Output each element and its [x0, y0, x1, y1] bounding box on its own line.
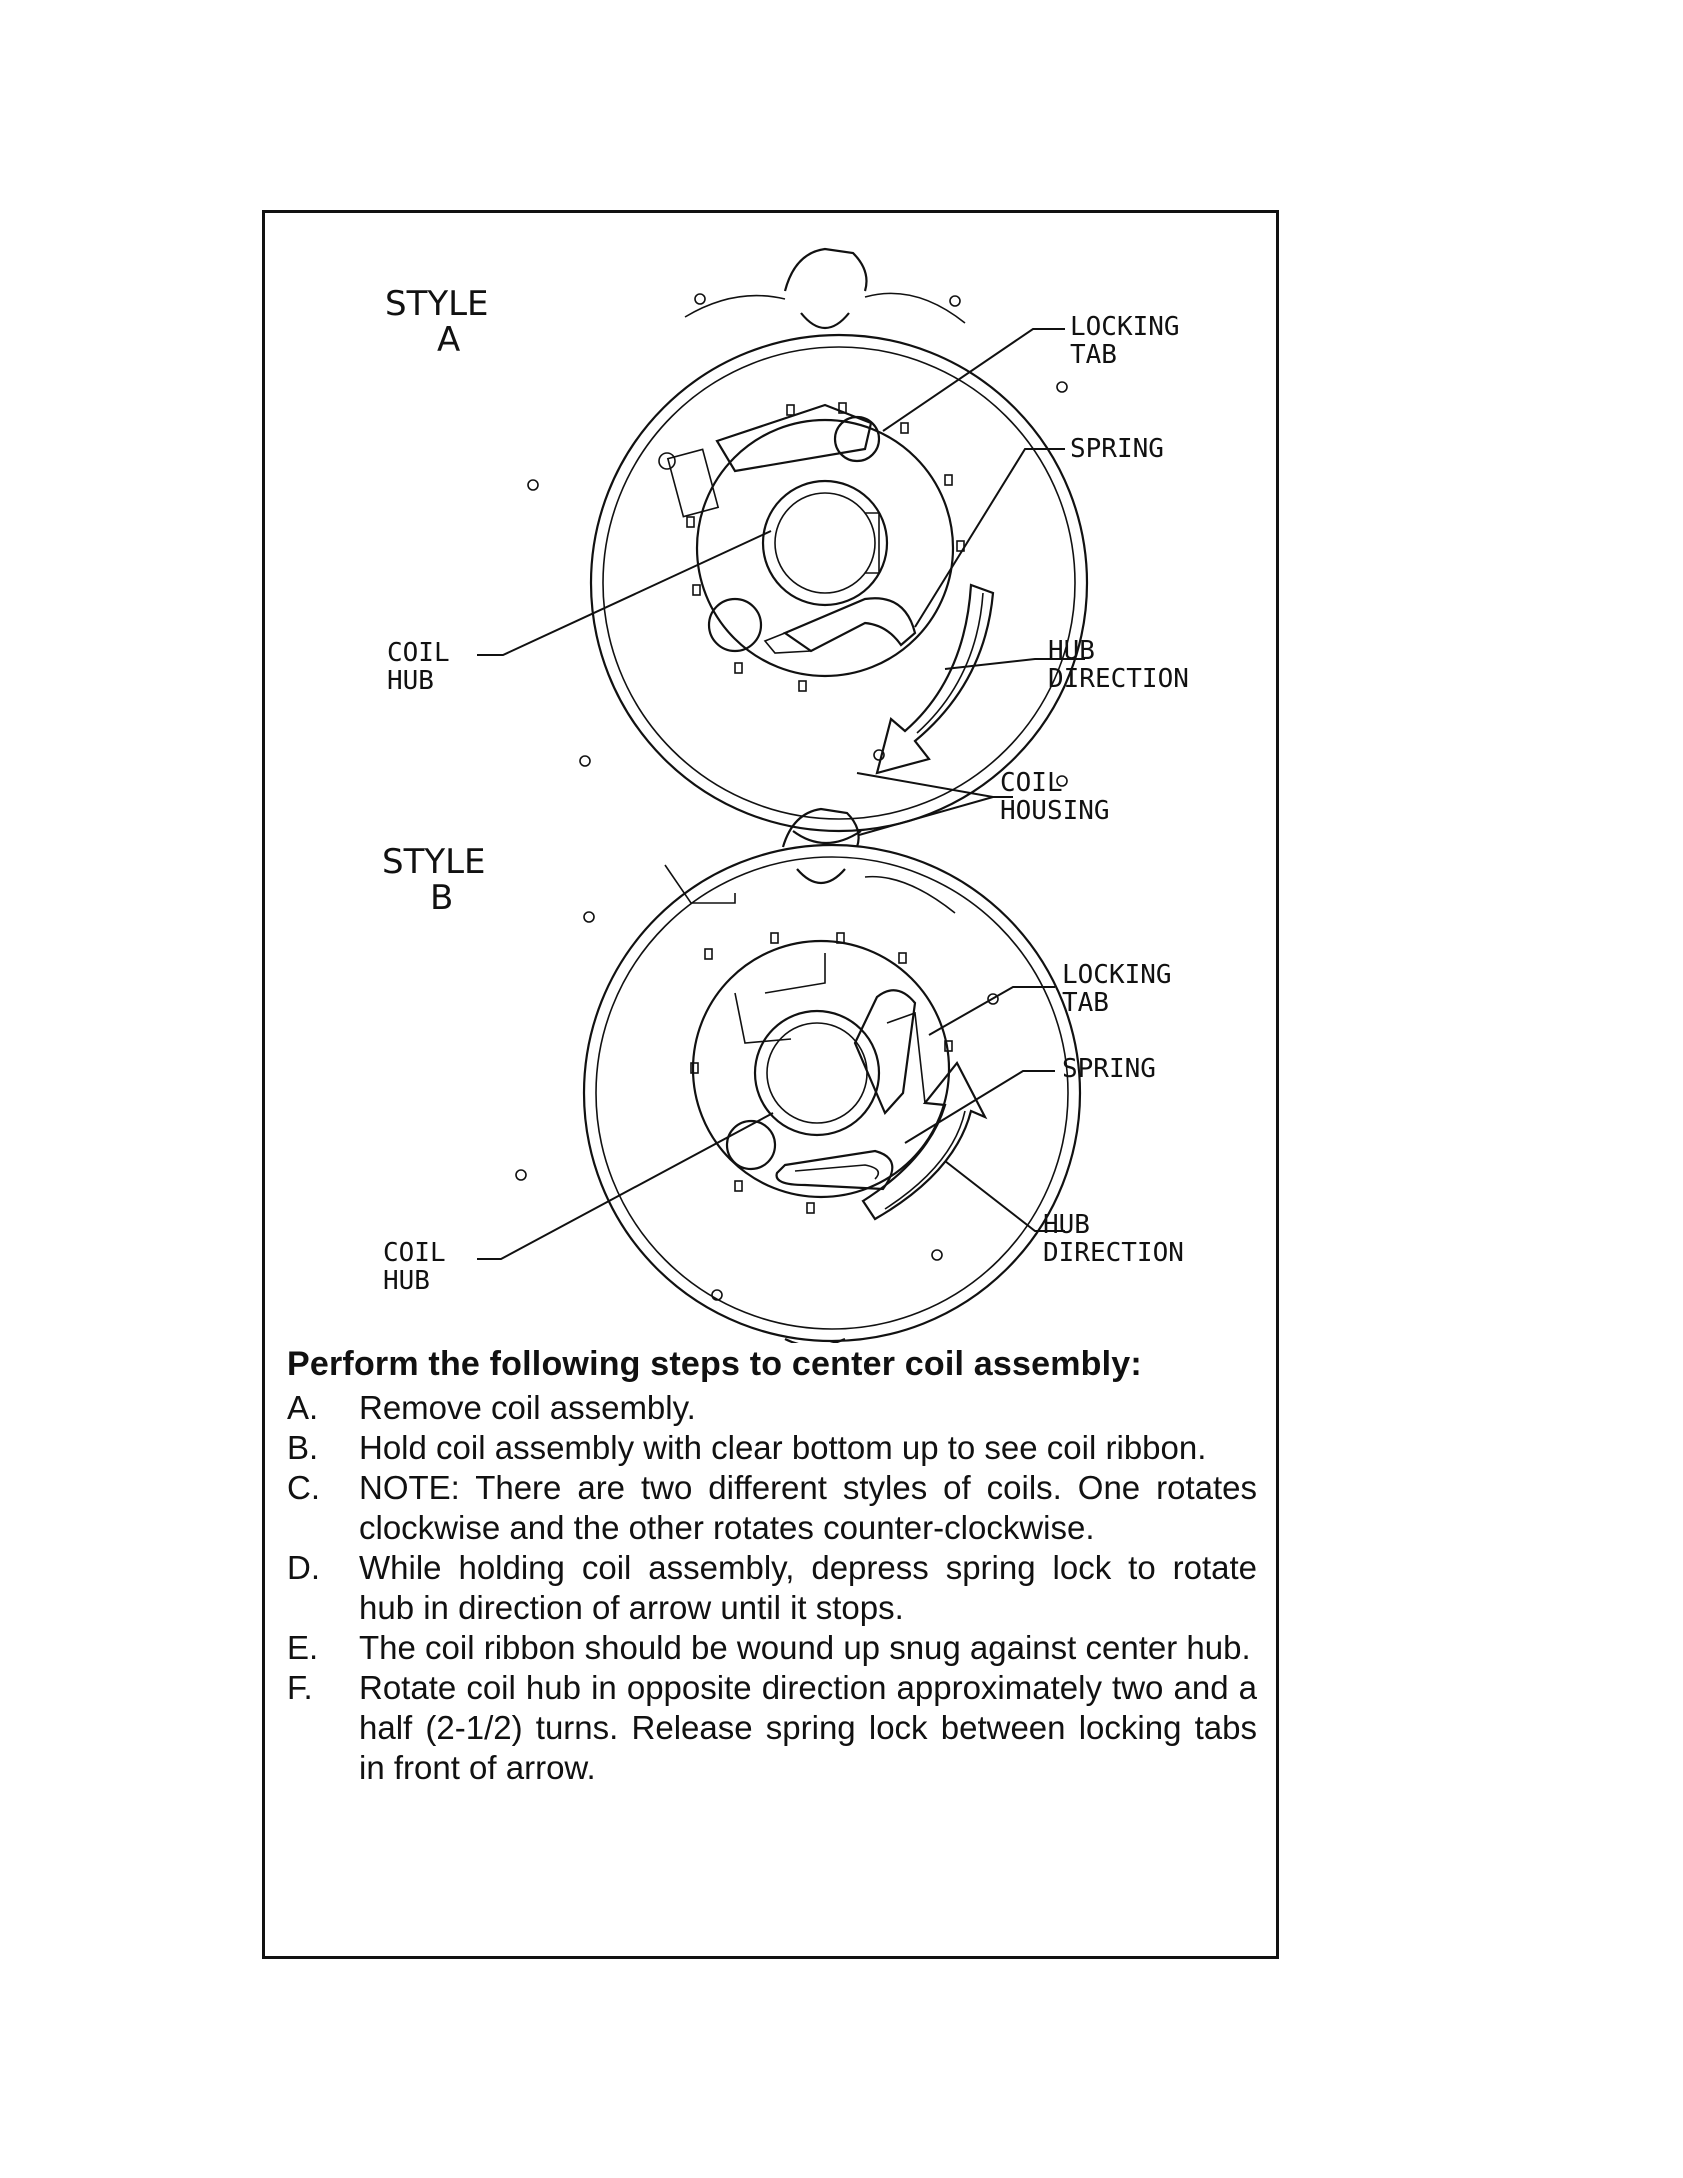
style-b-housing-outer [584, 845, 1080, 1341]
step-letter: D. [287, 1549, 320, 1586]
step-letter: E. [287, 1629, 319, 1666]
style-a-connector [785, 249, 867, 291]
style-a-title-line1: STYLE [385, 284, 489, 324]
step-letter: A. [287, 1389, 319, 1426]
style-a-coil-hub-label-2: HUB [387, 666, 434, 696]
style-b-coil-hub-label-2: HUB [383, 1266, 430, 1296]
style-b-hub-direction-label-2: DIRECTION [1043, 1238, 1184, 1268]
style-b-hub-direction-label-1: HUB [1043, 1210, 1090, 1240]
step-text: The coil ribbon should be wound up snug against center hub. [359, 1629, 1251, 1666]
step-c [287, 1468, 1257, 1548]
step-text: Remove coil assembly. [359, 1389, 696, 1426]
style-b-carrier-teeth [691, 933, 952, 1213]
style-a-carrier-teeth [687, 403, 964, 691]
style-a-lock-bar [717, 405, 871, 471]
style-b-coil [382, 809, 1184, 1343]
style-b-lock-bar [855, 990, 915, 1113]
style-b-rim-dots [516, 912, 998, 1300]
style-a-locking-tab-label-1: LOCKING [1070, 312, 1180, 342]
style-a-coil [385, 249, 1189, 831]
instructions-heading: Perform the following steps to center coil assembly: [287, 1345, 1142, 1383]
step-e [287, 1628, 1257, 1668]
style-a-rim-dots [528, 294, 1067, 786]
style-a-coil-hub-label-1: COIL [387, 638, 450, 668]
style-a-hub-direction-label-1: HUB [1048, 636, 1095, 666]
step-f [287, 1668, 1257, 1788]
style-a-spring [785, 598, 915, 651]
step-b [287, 1428, 1257, 1468]
style-a-coil-hub [763, 481, 887, 605]
style-a-locking-tab-label-2: TAB [1070, 340, 1117, 370]
style-b-spring-label: SPRING [1062, 1054, 1156, 1084]
coil-assembly-diagram [265, 213, 1282, 1343]
style-b-title-line2: B [430, 878, 454, 918]
style-b-housing-inner [596, 857, 1068, 1329]
step-text: Hold coil assembly with clear bottom up to see coil ribbon. [359, 1429, 1207, 1466]
step-a [287, 1388, 1257, 1428]
style-b-spring [777, 1151, 893, 1189]
style-b-locking-tab-label-2: TAB [1062, 988, 1109, 1018]
style-a-hub-direction-label-2: DIRECTION [1048, 664, 1189, 694]
coil-housing-label-1: COIL [1000, 768, 1063, 798]
step-text: While holding coil assembly, depress spring lock to rotate hub in direction of arrow until it stops. [359, 1549, 1257, 1626]
style-b-ball [727, 1121, 775, 1169]
style-b-coil-hub-label-1: COIL [383, 1238, 446, 1268]
step-letter: C. [287, 1469, 320, 1506]
step-d [287, 1548, 1257, 1628]
style-b-locking-tab-label-1: LOCKING [1062, 960, 1172, 990]
style-b-hub-direction-arrow [863, 1063, 985, 1219]
step-letter: F. [287, 1669, 313, 1706]
style-b-title-line1: STYLE [382, 842, 486, 882]
figure-frame [262, 210, 1279, 1959]
step-text: Rotate coil hub in opposite direction approximately two and a half (2-1/2) turns. Release spring lock between locking tabs in front of arrow. [359, 1669, 1257, 1786]
style-a-housing-inner [603, 347, 1075, 819]
coil-housing-label-2: HOUSING [1000, 796, 1110, 826]
step-text: NOTE: There are two different styles of coils. One rotates clockwise and the other rotates counter-clockwise. [359, 1469, 1257, 1546]
instructions [287, 1345, 1257, 1788]
step-letter: B. [287, 1429, 319, 1466]
style-a-title-line2: A [437, 320, 461, 360]
style-a-spring-label: SPRING [1070, 434, 1164, 464]
style-a-ball [709, 599, 761, 651]
